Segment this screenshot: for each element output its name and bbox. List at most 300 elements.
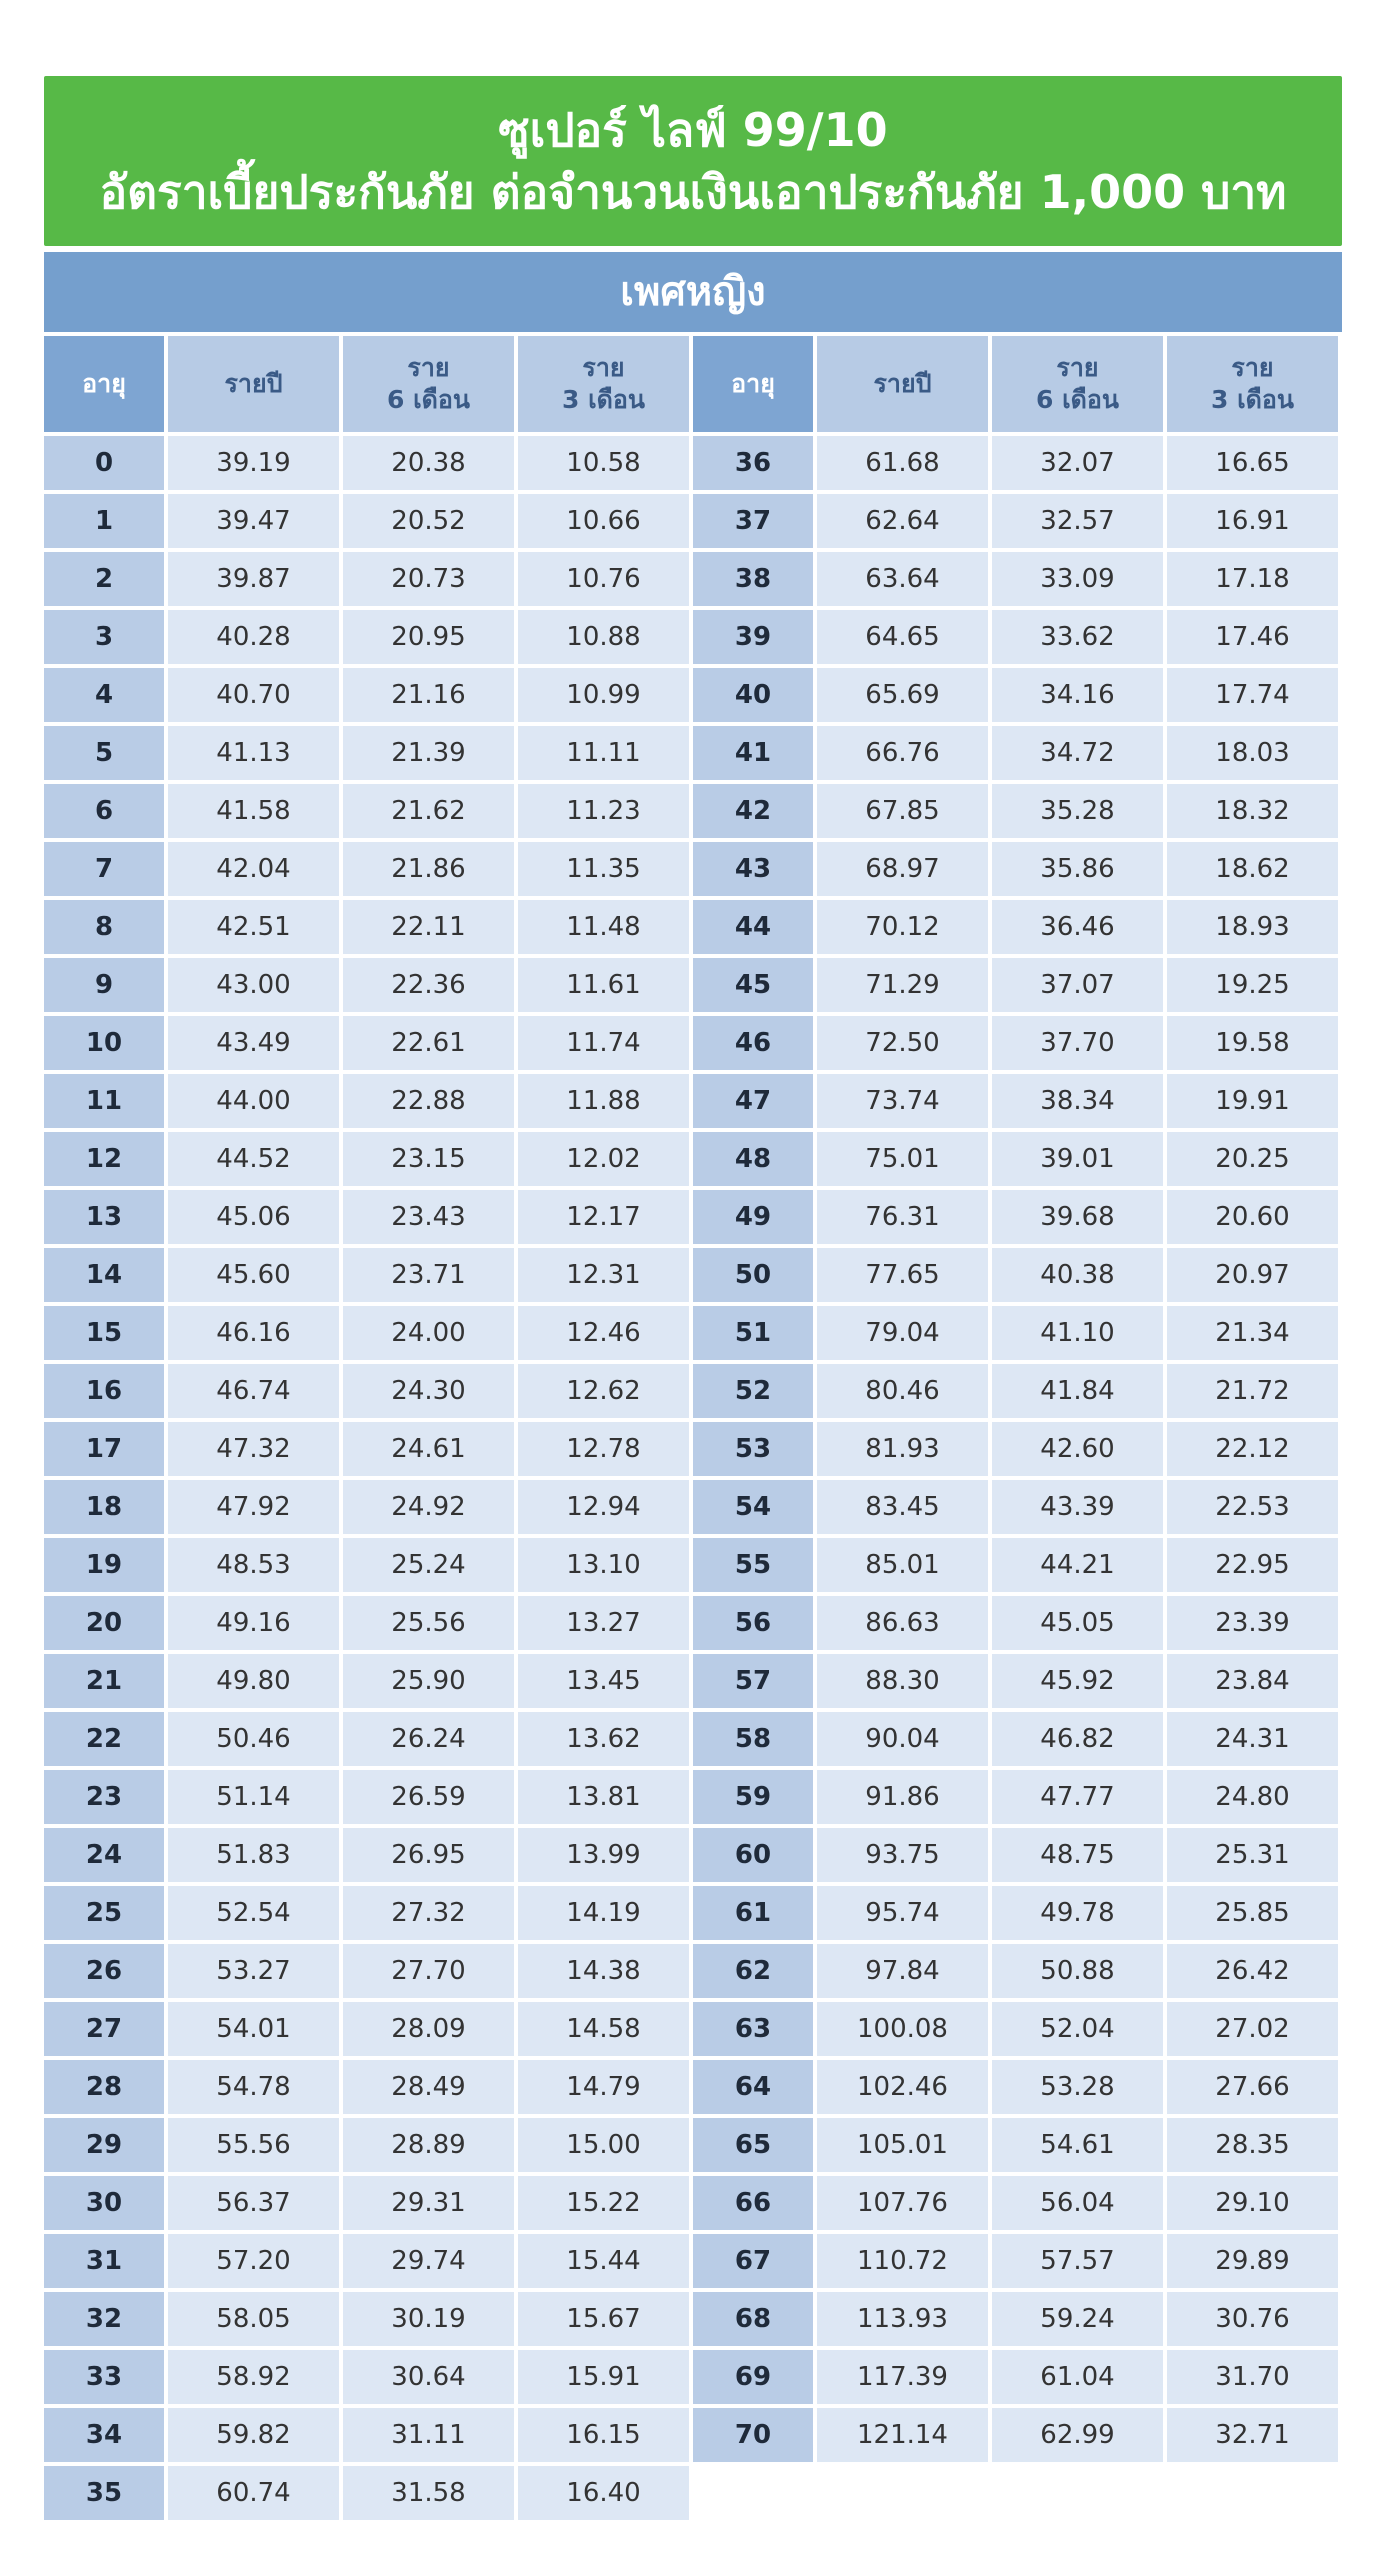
semiannual-cell: 30.19 — [343, 2292, 514, 2346]
age-cell: 64 — [693, 2060, 813, 2114]
age-cell: 15 — [44, 1306, 164, 1360]
table-row — [693, 726, 1342, 780]
age-cell: 5 — [44, 726, 164, 780]
table-row — [693, 2060, 1342, 2114]
semiannual-cell: 22.11 — [343, 900, 514, 954]
table-row — [44, 1712, 693, 1766]
annual-cell: 75.01 — [817, 1132, 988, 1186]
age-cell: 42 — [693, 784, 813, 838]
table-row — [44, 1422, 693, 1476]
rate-subtitle: อัตราเบี้ยประกันภัย ต่อจำนวนเงินเอาประกันภัย 1,000 บาท — [99, 165, 1287, 219]
header-quarterly-line2: 3 เดือน — [562, 385, 645, 414]
quarterly-cell: 29.89 — [1167, 2234, 1338, 2288]
table-row — [693, 436, 1342, 490]
annual-cell: 44.00 — [168, 1074, 339, 1128]
age-cell: 29 — [44, 2118, 164, 2172]
semiannual-cell: 31.58 — [343, 2466, 514, 2520]
age-cell: 36 — [693, 436, 813, 490]
quarterly-cell: 15.00 — [518, 2118, 689, 2172]
annual-cell: 61.68 — [817, 436, 988, 490]
quarterly-cell: 28.35 — [1167, 2118, 1338, 2172]
table-row — [693, 1596, 1342, 1650]
header-quarterly — [518, 336, 689, 432]
age-cell: 31 — [44, 2234, 164, 2288]
age-cell: 63 — [693, 2002, 813, 2056]
age-cell: 35 — [44, 2466, 164, 2520]
quarterly-cell: 14.38 — [518, 1944, 689, 1998]
semiannual-cell: 34.16 — [992, 668, 1163, 722]
semiannual-cell: 24.61 — [343, 1422, 514, 1476]
age-cell: 16 — [44, 1364, 164, 1418]
semiannual-cell: 21.86 — [343, 842, 514, 896]
annual-cell: 113.93 — [817, 2292, 988, 2346]
semiannual-cell: 22.36 — [343, 958, 514, 1012]
annual-cell: 86.63 — [817, 1596, 988, 1650]
age-cell: 17 — [44, 1422, 164, 1476]
header-quarterly-line1: ราย — [582, 353, 625, 382]
quarterly-cell: 11.88 — [518, 1074, 689, 1128]
annual-cell: 88.30 — [817, 1654, 988, 1708]
table-row — [693, 2292, 1342, 2346]
semiannual-cell: 27.32 — [343, 1886, 514, 1940]
table-row — [693, 610, 1342, 664]
quarterly-cell: 17.46 — [1167, 610, 1338, 664]
annual-cell: 64.65 — [817, 610, 988, 664]
table-row — [44, 2408, 693, 2462]
table-row — [44, 1596, 693, 1650]
table-row — [693, 2408, 1342, 2462]
annual-cell: 45.06 — [168, 1190, 339, 1244]
semiannual-cell: 34.72 — [992, 726, 1163, 780]
annual-cell: 62.64 — [817, 494, 988, 548]
table-row — [44, 2350, 693, 2404]
annual-cell: 39.87 — [168, 552, 339, 606]
age-cell: 52 — [693, 1364, 813, 1418]
quarterly-cell: 15.67 — [518, 2292, 689, 2346]
age-cell: 2 — [44, 552, 164, 606]
semiannual-cell: 37.70 — [992, 1016, 1163, 1070]
annual-cell: 58.92 — [168, 2350, 339, 2404]
age-cell: 54 — [693, 1480, 813, 1534]
table-row — [693, 958, 1342, 1012]
quarterly-cell: 27.66 — [1167, 2060, 1338, 2114]
annual-cell: 97.84 — [817, 1944, 988, 1998]
annual-cell: 53.27 — [168, 1944, 339, 1998]
semiannual-cell: 21.39 — [343, 726, 514, 780]
annual-cell: 39.19 — [168, 436, 339, 490]
semiannual-cell: 48.75 — [992, 1828, 1163, 1882]
quarterly-cell: 19.25 — [1167, 958, 1338, 1012]
age-cell: 10 — [44, 1016, 164, 1070]
rows-right — [693, 436, 1342, 2462]
annual-cell: 41.58 — [168, 784, 339, 838]
age-cell: 18 — [44, 1480, 164, 1534]
annual-cell: 41.13 — [168, 726, 339, 780]
semiannual-cell: 50.88 — [992, 1944, 1163, 1998]
quarterly-cell: 16.65 — [1167, 436, 1338, 490]
age-cell: 47 — [693, 1074, 813, 1128]
table-row — [44, 1016, 693, 1070]
annual-cell: 42.04 — [168, 842, 339, 896]
quarterly-cell: 25.85 — [1167, 1886, 1338, 1940]
age-cell: 39 — [693, 610, 813, 664]
table-row — [44, 2002, 693, 2056]
table-row — [44, 494, 693, 548]
quarterly-cell: 12.94 — [518, 1480, 689, 1534]
header-semiannual-line2: 6 เดือน — [387, 385, 470, 414]
age-cell: 68 — [693, 2292, 813, 2346]
annual-cell: 93.75 — [817, 1828, 988, 1882]
semiannual-cell: 32.57 — [992, 494, 1163, 548]
header-quarterly-line2: 3 เดือน — [1211, 385, 1294, 414]
age-cell: 28 — [44, 2060, 164, 2114]
quarterly-cell: 27.02 — [1167, 2002, 1338, 2056]
table-row — [693, 1944, 1342, 1998]
age-cell: 19 — [44, 1538, 164, 1592]
annual-cell: 46.74 — [168, 1364, 339, 1418]
age-cell: 7 — [44, 842, 164, 896]
table-row — [693, 1306, 1342, 1360]
age-cell: 48 — [693, 1132, 813, 1186]
table-row — [693, 668, 1342, 722]
age-cell: 59 — [693, 1770, 813, 1824]
age-cell: 0 — [44, 436, 164, 490]
quarterly-cell: 31.70 — [1167, 2350, 1338, 2404]
age-cell: 70 — [693, 2408, 813, 2462]
header-age: อายุ — [693, 336, 813, 432]
age-cell: 45 — [693, 958, 813, 1012]
table-row — [44, 1944, 693, 1998]
semiannual-cell: 26.59 — [343, 1770, 514, 1824]
semiannual-cell: 26.24 — [343, 1712, 514, 1766]
semiannual-cell: 37.07 — [992, 958, 1163, 1012]
table-row — [44, 842, 693, 896]
age-cell: 49 — [693, 1190, 813, 1244]
age-cell: 40 — [693, 668, 813, 722]
table-row — [44, 1654, 693, 1708]
semiannual-cell: 27.70 — [343, 1944, 514, 1998]
table-row — [693, 1654, 1342, 1708]
quarterly-cell: 23.84 — [1167, 1654, 1338, 1708]
annual-cell: 85.01 — [817, 1538, 988, 1592]
quarterly-cell: 21.72 — [1167, 1364, 1338, 1418]
age-cell: 53 — [693, 1422, 813, 1476]
table-row — [44, 784, 693, 838]
table-row — [693, 784, 1342, 838]
annual-cell: 60.74 — [168, 2466, 339, 2520]
annual-cell: 65.69 — [817, 668, 988, 722]
table-row — [693, 2176, 1342, 2230]
semiannual-cell: 57.57 — [992, 2234, 1163, 2288]
age-cell: 69 — [693, 2350, 813, 2404]
semiannual-cell: 29.31 — [343, 2176, 514, 2230]
age-cell: 24 — [44, 1828, 164, 1882]
header-quarterly — [1167, 336, 1338, 432]
age-cell: 1 — [44, 494, 164, 548]
annual-cell: 56.37 — [168, 2176, 339, 2230]
age-cell: 66 — [693, 2176, 813, 2230]
age-cell: 46 — [693, 1016, 813, 1070]
quarterly-cell: 13.27 — [518, 1596, 689, 1650]
table-row — [693, 842, 1342, 896]
rows-left — [44, 436, 693, 2520]
table-row — [44, 2466, 693, 2520]
semiannual-cell: 52.04 — [992, 2002, 1163, 2056]
quarterly-cell: 16.91 — [1167, 494, 1338, 548]
age-cell: 25 — [44, 1886, 164, 1940]
age-cell: 56 — [693, 1596, 813, 1650]
quarterly-cell: 19.58 — [1167, 1016, 1338, 1070]
semiannual-cell: 30.64 — [343, 2350, 514, 2404]
annual-cell: 91.86 — [817, 1770, 988, 1824]
table-row — [44, 900, 693, 954]
annual-cell: 117.39 — [817, 2350, 988, 2404]
age-cell: 26 — [44, 1944, 164, 1998]
quarterly-cell: 20.60 — [1167, 1190, 1338, 1244]
table-row — [44, 958, 693, 1012]
age-cell: 8 — [44, 900, 164, 954]
quarterly-cell: 14.19 — [518, 1886, 689, 1940]
semiannual-cell: 28.49 — [343, 2060, 514, 2114]
header-semiannual — [343, 336, 514, 432]
annual-cell: 77.65 — [817, 1248, 988, 1302]
semiannual-cell: 38.34 — [992, 1074, 1163, 1128]
table-row — [44, 1886, 693, 1940]
table-row — [44, 436, 693, 490]
table-row — [693, 1364, 1342, 1418]
semiannual-cell: 53.28 — [992, 2060, 1163, 2114]
quarterly-cell: 18.62 — [1167, 842, 1338, 896]
quarterly-cell: 18.03 — [1167, 726, 1338, 780]
annual-cell: 105.01 — [817, 2118, 988, 2172]
quarterly-cell: 23.39 — [1167, 1596, 1338, 1650]
annual-cell: 63.64 — [817, 552, 988, 606]
age-cell: 4 — [44, 668, 164, 722]
quarterly-cell: 24.31 — [1167, 1712, 1338, 1766]
table-header-row — [44, 336, 693, 432]
semiannual-cell: 44.21 — [992, 1538, 1163, 1592]
semiannual-cell: 21.62 — [343, 784, 514, 838]
annual-cell: 72.50 — [817, 1016, 988, 1070]
annual-cell: 43.49 — [168, 1016, 339, 1070]
semiannual-cell: 35.28 — [992, 784, 1163, 838]
quarterly-cell: 13.45 — [518, 1654, 689, 1708]
semiannual-cell: 54.61 — [992, 2118, 1163, 2172]
semiannual-cell: 31.11 — [343, 2408, 514, 2462]
annual-cell: 54.01 — [168, 2002, 339, 2056]
annual-cell: 51.83 — [168, 1828, 339, 1882]
quarterly-cell: 13.10 — [518, 1538, 689, 1592]
annual-cell: 70.12 — [817, 900, 988, 954]
semiannual-cell: 43.39 — [992, 1480, 1163, 1534]
quarterly-cell: 11.74 — [518, 1016, 689, 1070]
table-row — [44, 610, 693, 664]
quarterly-cell: 10.88 — [518, 610, 689, 664]
age-cell: 13 — [44, 1190, 164, 1244]
semiannual-cell: 59.24 — [992, 2292, 1163, 2346]
table-row — [693, 1480, 1342, 1534]
annual-cell: 47.32 — [168, 1422, 339, 1476]
semiannual-cell: 25.24 — [343, 1538, 514, 1592]
age-cell: 14 — [44, 1248, 164, 1302]
age-cell: 38 — [693, 552, 813, 606]
semiannual-cell: 25.90 — [343, 1654, 514, 1708]
semiannual-cell: 35.86 — [992, 842, 1163, 896]
table-row — [44, 1306, 693, 1360]
annual-cell: 40.28 — [168, 610, 339, 664]
table-row — [693, 1190, 1342, 1244]
annual-cell: 73.74 — [817, 1074, 988, 1128]
quarterly-cell: 17.18 — [1167, 552, 1338, 606]
annual-cell: 81.93 — [817, 1422, 988, 1476]
age-cell: 60 — [693, 1828, 813, 1882]
semiannual-cell: 47.77 — [992, 1770, 1163, 1824]
annual-cell: 121.14 — [817, 2408, 988, 2462]
table-row — [693, 552, 1342, 606]
annual-cell: 44.52 — [168, 1132, 339, 1186]
annual-cell: 95.74 — [817, 1886, 988, 1940]
quarterly-cell: 20.25 — [1167, 1132, 1338, 1186]
annual-cell: 39.47 — [168, 494, 339, 548]
header-semiannual-line1: ราย — [407, 353, 450, 382]
table-row — [693, 900, 1342, 954]
semiannual-cell: 32.07 — [992, 436, 1163, 490]
semiannual-cell: 26.95 — [343, 1828, 514, 1882]
rate-table — [44, 336, 1342, 2520]
table-row — [44, 1074, 693, 1128]
quarterly-cell: 30.76 — [1167, 2292, 1338, 2346]
semiannual-cell: 22.88 — [343, 1074, 514, 1128]
quarterly-cell: 18.93 — [1167, 900, 1338, 954]
table-row — [44, 2060, 693, 2114]
annual-cell: 68.97 — [817, 842, 988, 896]
table-row — [693, 494, 1342, 548]
annual-cell: 57.20 — [168, 2234, 339, 2288]
quarterly-cell: 15.22 — [518, 2176, 689, 2230]
annual-cell: 51.14 — [168, 1770, 339, 1824]
quarterly-cell: 22.12 — [1167, 1422, 1338, 1476]
age-cell: 30 — [44, 2176, 164, 2230]
semiannual-cell: 22.61 — [343, 1016, 514, 1070]
header-semiannual — [992, 336, 1163, 432]
table-row — [693, 1132, 1342, 1186]
semiannual-cell: 62.99 — [992, 2408, 1163, 2462]
semiannual-cell: 23.71 — [343, 1248, 514, 1302]
title-banner — [44, 76, 1342, 246]
annual-cell: 83.45 — [817, 1480, 988, 1534]
table-row — [44, 1248, 693, 1302]
age-cell: 6 — [44, 784, 164, 838]
age-cell: 62 — [693, 1944, 813, 1998]
rate-table-left — [44, 336, 693, 2520]
table-row — [44, 552, 693, 606]
annual-cell: 50.46 — [168, 1712, 339, 1766]
annual-cell: 43.00 — [168, 958, 339, 1012]
semiannual-cell: 36.46 — [992, 900, 1163, 954]
age-cell: 21 — [44, 1654, 164, 1708]
quarterly-cell: 13.99 — [518, 1828, 689, 1882]
age-cell: 33 — [44, 2350, 164, 2404]
semiannual-cell: 39.01 — [992, 1132, 1163, 1186]
quarterly-cell: 10.99 — [518, 668, 689, 722]
quarterly-cell: 17.74 — [1167, 668, 1338, 722]
age-cell: 34 — [44, 2408, 164, 2462]
table-row — [44, 668, 693, 722]
semiannual-cell: 24.00 — [343, 1306, 514, 1360]
header-annual: รายปี — [168, 336, 339, 432]
table-row — [44, 2292, 693, 2346]
quarterly-cell: 25.31 — [1167, 1828, 1338, 1882]
annual-cell: 80.46 — [817, 1364, 988, 1418]
quarterly-cell: 10.76 — [518, 552, 689, 606]
age-cell: 44 — [693, 900, 813, 954]
table-row — [44, 1132, 693, 1186]
quarterly-cell: 24.80 — [1167, 1770, 1338, 1824]
semiannual-cell: 40.38 — [992, 1248, 1163, 1302]
semiannual-cell: 23.15 — [343, 1132, 514, 1186]
table-row — [44, 2118, 693, 2172]
table-row — [44, 726, 693, 780]
table-row — [693, 2002, 1342, 2056]
table-row — [693, 2118, 1342, 2172]
quarterly-cell: 21.34 — [1167, 1306, 1338, 1360]
table-row — [44, 1190, 693, 1244]
annual-cell: 79.04 — [817, 1306, 988, 1360]
table-row — [693, 1886, 1342, 1940]
quarterly-cell: 12.46 — [518, 1306, 689, 1360]
semiannual-cell: 25.56 — [343, 1596, 514, 1650]
age-cell: 67 — [693, 2234, 813, 2288]
semiannual-cell: 20.95 — [343, 610, 514, 664]
semiannual-cell: 33.62 — [992, 610, 1163, 664]
table-row — [44, 1828, 693, 1882]
quarterly-cell: 12.31 — [518, 1248, 689, 1302]
quarterly-cell: 32.71 — [1167, 2408, 1338, 2462]
quarterly-cell: 15.91 — [518, 2350, 689, 2404]
age-cell: 9 — [44, 958, 164, 1012]
table-row — [693, 1074, 1342, 1128]
semiannual-cell: 39.68 — [992, 1190, 1163, 1244]
age-cell: 11 — [44, 1074, 164, 1128]
quarterly-cell: 11.61 — [518, 958, 689, 1012]
quarterly-cell: 10.66 — [518, 494, 689, 548]
age-cell: 12 — [44, 1132, 164, 1186]
semiannual-cell: 61.04 — [992, 2350, 1163, 2404]
semiannual-cell: 45.92 — [992, 1654, 1163, 1708]
header-semiannual-line2: 6 เดือน — [1036, 385, 1119, 414]
semiannual-cell: 20.73 — [343, 552, 514, 606]
quarterly-cell: 14.58 — [518, 2002, 689, 2056]
annual-cell: 55.56 — [168, 2118, 339, 2172]
gender-label: เพศหญิง — [44, 252, 1342, 332]
annual-cell: 46.16 — [168, 1306, 339, 1360]
semiannual-cell: 41.10 — [992, 1306, 1163, 1360]
table-row — [693, 1422, 1342, 1476]
rate-table-right — [693, 336, 1342, 2462]
annual-cell: 71.29 — [817, 958, 988, 1012]
quarterly-cell: 13.62 — [518, 1712, 689, 1766]
age-cell: 37 — [693, 494, 813, 548]
table-row — [44, 1364, 693, 1418]
age-cell: 57 — [693, 1654, 813, 1708]
quarterly-cell: 11.48 — [518, 900, 689, 954]
quarterly-cell: 10.58 — [518, 436, 689, 490]
semiannual-cell: 28.09 — [343, 2002, 514, 2056]
table-row — [44, 2234, 693, 2288]
quarterly-cell: 26.42 — [1167, 1944, 1338, 1998]
age-cell: 20 — [44, 1596, 164, 1650]
age-cell: 32 — [44, 2292, 164, 2346]
